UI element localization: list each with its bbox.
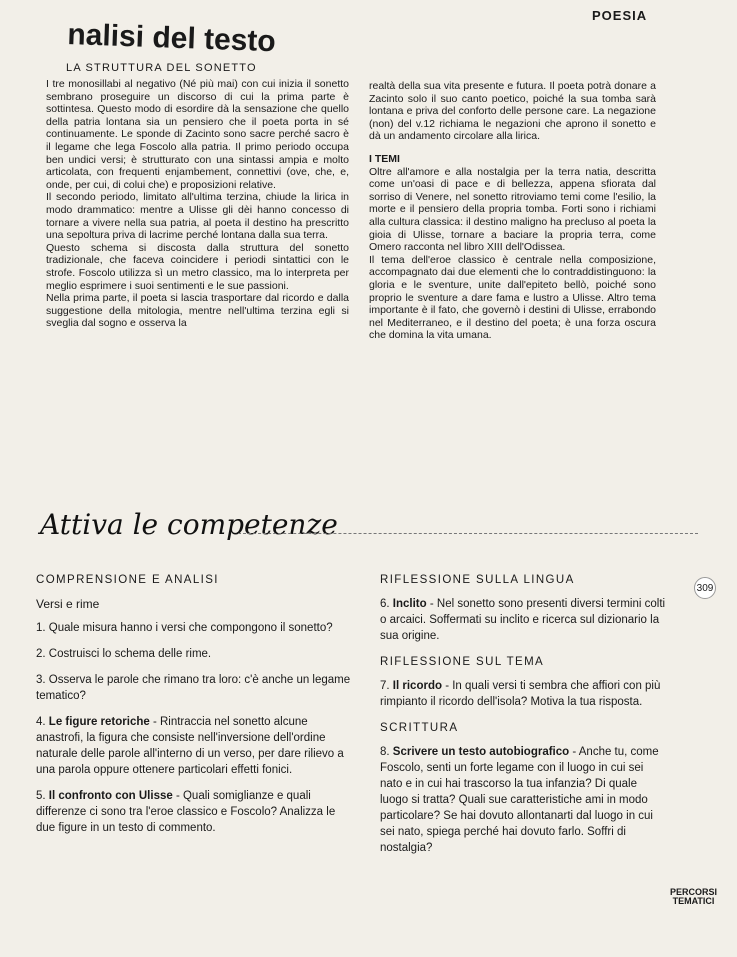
- tematici-label: TEMATICI: [672, 896, 715, 906]
- attiva-title: Attiva le competenze: [40, 508, 338, 541]
- analysis-paragraph: Questo schema si discosta dalla struttura del sonetto tradizionale, che faceva coincidere i periodi sintattici con le strofe. Foscolo utilizza sì un metro classico, ma lo interpreta per meglio esprimere i suoi sentimenti e le sue passioni.: [46, 241, 349, 292]
- percorsi-label: PERCORSI: [670, 887, 718, 897]
- question-6: [380, 596, 668, 644]
- question-text: Quale misura hanno i versi che compongono il sonetto?: [48, 622, 333, 634]
- question-number: 5.: [36, 790, 46, 802]
- analysis-paragraph: Il secondo periodo, limitato all'ultima terzina, chiude la lirica in modo drammatico: mentre a Ulisse gli dèi hanno concesso di tornare a vivere nella sua patria, al poeta il destino ha prescritto una sepoltura priva di lacrime perché lontana dalla sua terra.: [46, 191, 349, 242]
- question-text: - Nel sonetto sono presenti diversi termini colti o arcaici. Soffermati su inclito e ricerca sul dizionario la sua origine.: [380, 598, 666, 642]
- question-bold-label: Le figure retoriche: [48, 716, 150, 728]
- question-number: 4.: [36, 716, 46, 728]
- percorsi-tematici-tag: [670, 888, 717, 906]
- divider: [238, 533, 698, 534]
- page-number: 309: [696, 582, 714, 594]
- question-3: [36, 672, 354, 704]
- structure-subheading: LA STRUTTURA DEL SONETTO: [66, 62, 257, 74]
- question-text: Costruisci lo schema delle rime.: [48, 648, 212, 660]
- question-2: [36, 646, 354, 662]
- question-5: [36, 788, 354, 836]
- question-number: 1.: [36, 622, 46, 634]
- question-number: 2.: [36, 648, 46, 660]
- question-7: [380, 678, 668, 710]
- temi-paragraph: Oltre all'amore e alla nostalgia per la terra natia, descritta come un'oasi di pace e di bellezza, appena sfiorata dal sorriso di Venere, nel sonetto ritroviamo temi come l'esilio, la morte e il pensiero della propria tomba. Forti sono i richiami alla cultura classica: il destino maligno ha precluso al poeta la gioia di Ulisse, tornare a baciare la propria terra, come Omero racconta nel libro XIII dell'Odissea.: [369, 165, 656, 254]
- question-number: 3.: [36, 674, 46, 686]
- temi-heading: I TEMI: [369, 152, 400, 165]
- question-1: [36, 620, 354, 636]
- scrittura-heading: SCRITTURA: [380, 722, 459, 734]
- comprensione-heading: COMPRENSIONE E ANALISI: [36, 574, 219, 586]
- analysis-left-column: [46, 78, 349, 330]
- question-text: - In quali versi ti sembra che affiori con più rimpianto il ricordo dell'isola? Motiva la tua risposta.: [380, 680, 661, 708]
- temi-paragraph: Il tema dell'eroe classico è centrale nella composizione, accompagnato dai due elementi che lo contraddistinguono: la gloria e le sventure, unite dall'epiteto bellò, poiché sono proprio le sventure a dare fama e lustro a Ulisse. Altro tema importante è il fato, che governò i destini di Ulisse, errabondo nel Mediterraneo, e il destino del poeta; è una forza oscura che domina la vita umana.: [369, 253, 656, 342]
- question-text: - Anche tu, come Foscolo, senti un forte legame con il luogo in cui sei nato e in cui hai trascorso la tua infanzia? Di quale luogo si tratta? Quali sue caratteristiche ami in modo particolare? Se hai dovuto allontanarti dal luogo in cui sei nato, spiega perché hai dovuto farlo. Soffri di nostalgia?: [380, 746, 659, 854]
- question-bold-label: Il ricordo: [392, 680, 442, 692]
- tema-heading: RIFLESSIONE SUL TEMA: [380, 656, 545, 668]
- section-label: POESIA: [592, 8, 648, 23]
- questions-left-column: [36, 572, 354, 846]
- page-title: nalisi del testo: [66, 18, 277, 59]
- question-bold-label: Il confronto con Ulisse: [48, 790, 173, 802]
- versi-rime-subheading: Versi e rime: [36, 597, 100, 611]
- question-number: 8.: [380, 746, 390, 758]
- analysis-paragraph: I tre monosillabi al negativo (Né più mai) con cui inizia il sonetto sembrano proseguire un discorso di cui la prima parte è sottintesa. Questo modo di esordire dà la sensazione che quello della patria lontana sia un pensiero che il poeta porta in sé continuamente. Le sponde di Zacinto sono sacre perché sacro è il legame che lega Foscolo alla patria. Il primo periodo occupa ben undici versi; è strutturato con una sintassi ampia e molto articolata, con frequenti enjambement, connettivi (ove, che, e, onde, per cui, di colui che) e proposizioni relative.: [46, 78, 349, 191]
- page-number-badge: [694, 577, 716, 599]
- question-text: - Quali somiglianze e quali differenze ci sono tra l'eroe classico e Foscolo? Analizza le due figure in un testo di commento.: [36, 790, 336, 834]
- questions-right-column: [380, 572, 668, 866]
- question-4: [36, 714, 354, 778]
- question-bold-label: Scrivere un testo autobiografico: [392, 746, 570, 758]
- question-bold-label: Inclito: [392, 598, 427, 610]
- question-text: Osserva le parole che rimano tra loro: c'è anche un legame tematico?: [36, 674, 351, 702]
- analysis-continuation: realtà della sua vita presente e futura. Il poeta potrà donare a Zacinto solo il suo canto poetico, poiché la sua tomba sarà lontana e priva del conforto delle persone care. La negazione (non) del v.12 richiama le negazioni che aprono il sonetto e dà un andamento circolare alla lirica.: [369, 80, 656, 143]
- analysis-paragraph: Nella prima parte, il poeta si lascia trasportare dal ricordo e dalla suggestione della mitologia, mentre nell'ultima terzina egli si sveglia dal sogno e osserva la: [46, 292, 349, 330]
- analysis-right-column: [369, 80, 656, 342]
- question-number: 6.: [380, 598, 390, 610]
- question-number: 7.: [380, 680, 390, 692]
- question-text: - Rintraccia nel sonetto alcune anastrofi, la figura che consiste nell'inversione dell'ordine naturale delle parole all'interno di un verso, per dare rilievo a una parola oppure ottenere particolari effetti fonici.: [36, 716, 344, 776]
- lingua-heading: RIFLESSIONE SULLA LINGUA: [380, 574, 575, 586]
- question-8: [380, 744, 668, 856]
